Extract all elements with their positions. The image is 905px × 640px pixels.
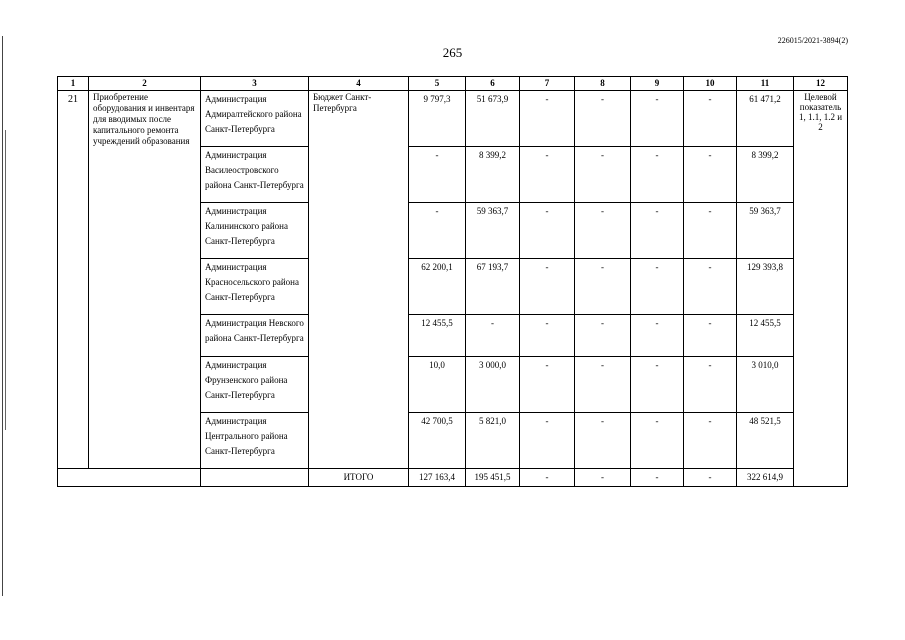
funding-source: Бюджет Санкт-Петербурга bbox=[309, 91, 409, 469]
value-cell: 42 700,5 bbox=[409, 413, 466, 469]
grand-total-cell: 322 614,9 bbox=[737, 469, 794, 487]
value-cell: - bbox=[520, 203, 575, 259]
value-cell: - bbox=[575, 203, 631, 259]
executor-cell: Администрация Василеостровского района Санкт-Петербурга bbox=[201, 147, 309, 203]
column-header: 11 bbox=[737, 77, 794, 91]
value-cell: - bbox=[631, 91, 684, 147]
target-indicator: Целевой показатель 1, 1.1, 1.2 и 2 bbox=[794, 91, 848, 487]
total-value-cell: 61 471,2 bbox=[737, 91, 794, 147]
value-cell: - bbox=[684, 91, 737, 147]
value-cell: 8 399,2 bbox=[466, 147, 520, 203]
scan-margin-line bbox=[5, 130, 6, 430]
column-header: 10 bbox=[684, 77, 737, 91]
value-cell: - bbox=[684, 315, 737, 357]
column-header: 4 bbox=[309, 77, 409, 91]
value-cell: - bbox=[631, 147, 684, 203]
total-value-cell: - bbox=[575, 469, 631, 487]
column-header: 3 bbox=[201, 77, 309, 91]
value-cell: - bbox=[575, 91, 631, 147]
value-cell: - bbox=[520, 315, 575, 357]
column-header: 7 bbox=[520, 77, 575, 91]
executor-cell: Администрация Фрунзенского района Санкт-Петербурга bbox=[201, 357, 309, 413]
value-cell: - bbox=[466, 315, 520, 357]
value-cell: - bbox=[684, 203, 737, 259]
executor-cell: Администрация Невского района Санкт-Петербурга bbox=[201, 315, 309, 357]
value-cell: 12 455,5 bbox=[409, 315, 466, 357]
total-value-cell: 127 163,4 bbox=[409, 469, 466, 487]
value-cell: 67 193,7 bbox=[466, 259, 520, 315]
total-value-cell: 59 363,7 bbox=[737, 203, 794, 259]
value-cell: - bbox=[520, 357, 575, 413]
value-cell: - bbox=[520, 91, 575, 147]
column-header: 5 bbox=[409, 77, 466, 91]
scan-margin-line bbox=[2, 36, 3, 596]
value-cell: - bbox=[409, 203, 466, 259]
column-number-row bbox=[58, 77, 848, 91]
executor-cell: Администрация Красносельского района Санкт-Петербурга bbox=[201, 259, 309, 315]
column-header: 1 bbox=[58, 77, 89, 91]
total-value-cell: 12 455,5 bbox=[737, 315, 794, 357]
value-cell: - bbox=[520, 147, 575, 203]
total-value-cell: 48 521,5 bbox=[737, 413, 794, 469]
value-cell: 5 821,0 bbox=[466, 413, 520, 469]
total-row bbox=[58, 469, 848, 487]
value-cell: - bbox=[575, 357, 631, 413]
column-header: 9 bbox=[631, 77, 684, 91]
value-cell: - bbox=[520, 259, 575, 315]
page-number: 265 bbox=[442, 45, 463, 60]
value-cell: - bbox=[631, 203, 684, 259]
total-value-cell: - bbox=[520, 469, 575, 487]
value-cell: - bbox=[631, 259, 684, 315]
budget-table bbox=[57, 76, 848, 487]
value-cell: 59 363,7 bbox=[466, 203, 520, 259]
document-code: 226015/2021-3894(2) bbox=[777, 36, 848, 45]
total-value-cell: - bbox=[631, 469, 684, 487]
total-spacer-cell bbox=[58, 469, 201, 487]
value-cell: - bbox=[575, 413, 631, 469]
value-cell: - bbox=[684, 413, 737, 469]
total-value-cell: 195 451,5 bbox=[466, 469, 520, 487]
value-cell: 62 200,1 bbox=[409, 259, 466, 315]
executor-cell: Администрация Адмиралтейского района Санкт-Петербурга bbox=[201, 91, 309, 147]
total-value-cell: 3 010,0 bbox=[737, 357, 794, 413]
value-cell: 51 673,9 bbox=[466, 91, 520, 147]
value-cell: - bbox=[684, 259, 737, 315]
value-cell: - bbox=[631, 413, 684, 469]
column-header: 8 bbox=[575, 77, 631, 91]
table-row bbox=[58, 91, 848, 147]
total-spacer-cell bbox=[201, 469, 309, 487]
value-cell: 3 000,0 bbox=[466, 357, 520, 413]
column-header: 12 bbox=[794, 77, 848, 91]
item-name: Приобретение оборудования и инвентаря для вводимых после капитального ремонта учреждений образования bbox=[89, 91, 201, 469]
executor-cell: Администрация Калининского района Санкт-Петербурга bbox=[201, 203, 309, 259]
value-cell: - bbox=[684, 357, 737, 413]
executor-cell: Администрация Центрального района Санкт-Петербурга bbox=[201, 413, 309, 469]
value-cell: - bbox=[631, 357, 684, 413]
value-cell: - bbox=[575, 259, 631, 315]
total-value-cell: 129 393,8 bbox=[737, 259, 794, 315]
value-cell: 9 797,3 bbox=[409, 91, 466, 147]
value-cell: - bbox=[520, 413, 575, 469]
value-cell: - bbox=[575, 147, 631, 203]
item-number: 21 bbox=[58, 91, 89, 469]
value-cell: - bbox=[409, 147, 466, 203]
value-cell: - bbox=[575, 315, 631, 357]
value-cell: - bbox=[684, 147, 737, 203]
column-header: 6 bbox=[466, 77, 520, 91]
value-cell: 10,0 bbox=[409, 357, 466, 413]
total-label: ИТОГО bbox=[309, 469, 409, 487]
total-value-cell: 8 399,2 bbox=[737, 147, 794, 203]
total-value-cell: - bbox=[684, 469, 737, 487]
column-header: 2 bbox=[89, 77, 201, 91]
value-cell: - bbox=[631, 315, 684, 357]
